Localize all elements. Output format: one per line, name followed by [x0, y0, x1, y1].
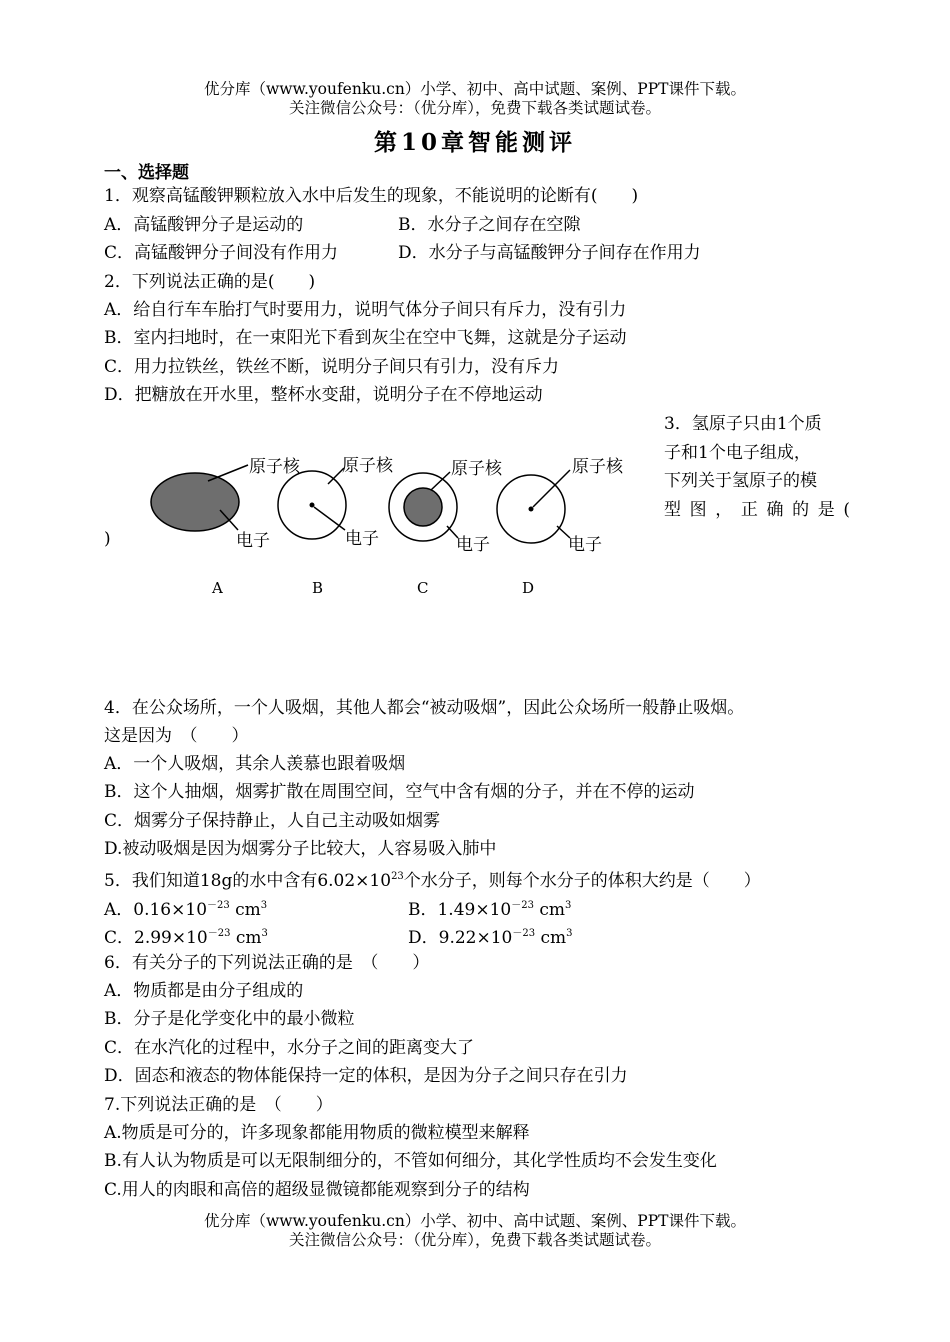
footer-line-1: 优分库（www.youfenku.cn）小学、初中、高中试题、案例、PPT课件下载。 — [203, 1212, 747, 1230]
q5-d-exp: －23 — [512, 928, 536, 939]
q7-option-a: A.物质是可分的，许多现象都能用物质的微粒模型来解释 — [104, 1123, 530, 1143]
model-letter-d: D — [522, 579, 535, 597]
model-c-core — [404, 488, 442, 526]
q5-c-unit: cm — [230, 928, 262, 948]
section-heading: 一、选择题 — [104, 163, 189, 183]
q5-option-b — [408, 895, 571, 921]
model-a-nucleus-shape — [151, 473, 239, 531]
q5-stem — [104, 866, 761, 892]
q3-stem-line-2: 子和1个电子组成， — [664, 442, 811, 463]
q3-stem-line-4: 型图，正确的是( — [664, 499, 850, 520]
model-c-nucleus-label: 原子核 — [451, 459, 502, 479]
q5-a-exp: －23 — [207, 900, 230, 911]
q3-close-paren: ) — [104, 529, 111, 549]
header-line-2: 关注微信公众号：（优分库），免费下载各类试题试卷。 — [288, 99, 661, 117]
model-a-electron-label: 电子 — [236, 531, 270, 551]
header-line-1: 优分库（www.youfenku.cn）小学、初中、高中试题、案例、PPT课件下载。 — [203, 80, 747, 98]
q6-option-b: B．分子是化学变化中的最小微粒 — [104, 1009, 355, 1029]
q3-stem — [664, 413, 850, 527]
q3-stem-line-3: 下列关于氢原子的模 — [664, 471, 817, 491]
q5-d-unit-exp: 3 — [566, 928, 573, 939]
page-title: 第10章智能测评 — [373, 129, 576, 156]
model-letter-b: B — [312, 579, 324, 597]
q1-option-d: D．水分子与高锰酸钾分子间存在作用力 — [398, 243, 701, 263]
atom-models-figure — [140, 446, 640, 602]
q2-stem: 2．下列说法正确的是( ) — [104, 272, 316, 292]
q6-option-c: C．在水汽化的过程中，水分子之间的距离变大了 — [104, 1038, 475, 1058]
q5-stem-exponent: 23 — [391, 871, 404, 882]
q3-stem-line-1: 3．氢原子只由1个质 — [664, 414, 822, 434]
model-d-dot — [529, 507, 534, 512]
q2-option-d: D．把糖放在开水里，整杯水变甜，说明分子在不停地运动 — [104, 385, 543, 405]
q5-c-base: C．2.99×10 — [104, 928, 208, 948]
model-b-nucleus-label: 原子核 — [342, 456, 393, 476]
model-b-electron-label: 电子 — [345, 529, 379, 549]
model-d-electron-label: 电子 — [568, 535, 602, 555]
q5-option-c — [104, 923, 268, 949]
q4-stem-line-2: 这是因为 （ ） — [104, 726, 249, 746]
model-c-electron-label: 电子 — [456, 535, 490, 555]
q5-b-exp: －23 — [511, 900, 534, 911]
q4-option-a: A．一个人吸烟，其余人羡慕也跟着吸烟 — [104, 754, 406, 774]
q6-stem: 6．有关分子的下列说法正确的是 （ ） — [104, 953, 430, 973]
q4-stem-line-1: 4．在公众场所，一个人吸烟，其他人都会“被动吸烟”，因此公众场所一般静止吸烟。 — [104, 698, 745, 718]
q5-b-base: B．1.49×10 — [408, 900, 512, 920]
q7-stem: 7.下列说法正确的是 （ ） — [104, 1095, 333, 1115]
q5-b-unit: cm — [533, 900, 566, 920]
q4-option-b: B．这个人抽烟，烟雾扩散在周围空间，空气中含有烟的分子，并在不停的运动 — [104, 782, 695, 802]
q1-option-a: A．高锰酸钾分子是运动的 — [104, 215, 304, 235]
q5-b-unit-exp: 3 — [565, 900, 572, 911]
q1-stem: 1．观察高锰酸钾颗粒放入水中后发生的现象，不能说明的论断有( ) — [104, 186, 639, 206]
q5-a-unit-exp: 3 — [260, 900, 268, 911]
q1-option-c: C．高锰酸钾分子间没有作用力 — [104, 243, 339, 263]
q6-option-d: D．固态和液态的物体能保持一定的体积，是因为分子之间只存在引力 — [104, 1066, 628, 1086]
q5-stem-text-b: 个水分子，则每个水分子的体积大约是（ ） — [403, 871, 761, 891]
q1-option-b: B．水分子之间存在空隙 — [398, 215, 581, 235]
q4-option-c: C．烟雾分子保持静止，人自己主动吸如烟雾 — [104, 811, 441, 831]
q5-option-d — [408, 923, 573, 949]
q2-option-c: C．用力拉铁丝，铁丝不断，说明分子间只有引力，没有斥力 — [104, 357, 560, 377]
q5-d-base: D．9.22×10 — [408, 928, 513, 948]
model-a-nucleus-label: 原子核 — [249, 457, 300, 477]
q5-c-exp: －23 — [207, 928, 231, 939]
q7-option-b: B.有人认为物质是可以无限制细分的，不管如何细分，其化学性质均不会发生变化 — [104, 1151, 717, 1171]
q5-a-base: A．0.16×10 — [104, 900, 208, 920]
q2-option-b: B．室内扫地时，在一束阳光下看到灰尘在空中飞舞，这就是分子运动 — [104, 328, 627, 348]
q5-a-unit: cm — [229, 900, 261, 920]
model-c — [389, 459, 503, 555]
q5-c-unit-exp: 3 — [261, 928, 268, 939]
q5-option-a — [104, 895, 267, 921]
q6-option-a: A．物质都是由分子组成的 — [104, 981, 304, 1001]
model-d-nucleus-label: 原子核 — [572, 457, 623, 477]
model-b-dot — [310, 503, 315, 508]
q7-option-c: C.用人的肉眼和高倍的超级显微镜都能观察到分子的结构 — [104, 1180, 530, 1200]
q4-option-d: D.被动吸烟是因为烟雾分子比较大，人容易吸入肺中 — [104, 839, 497, 859]
model-d — [497, 457, 624, 555]
q2-option-a: A．给自行车车胎打气时要用力，说明气体分子间只有斥力，没有引力 — [104, 300, 627, 320]
q5-stem-text-a: 5．我们知道18g的水中含有6.02×10 — [104, 871, 392, 891]
model-letter-c: C — [417, 579, 429, 597]
q5-d-unit: cm — [535, 928, 567, 948]
footer-line-2: 关注微信公众号：（优分库），免费下载各类试题试卷。 — [288, 1231, 661, 1249]
model-letter-a: A — [212, 579, 223, 597]
